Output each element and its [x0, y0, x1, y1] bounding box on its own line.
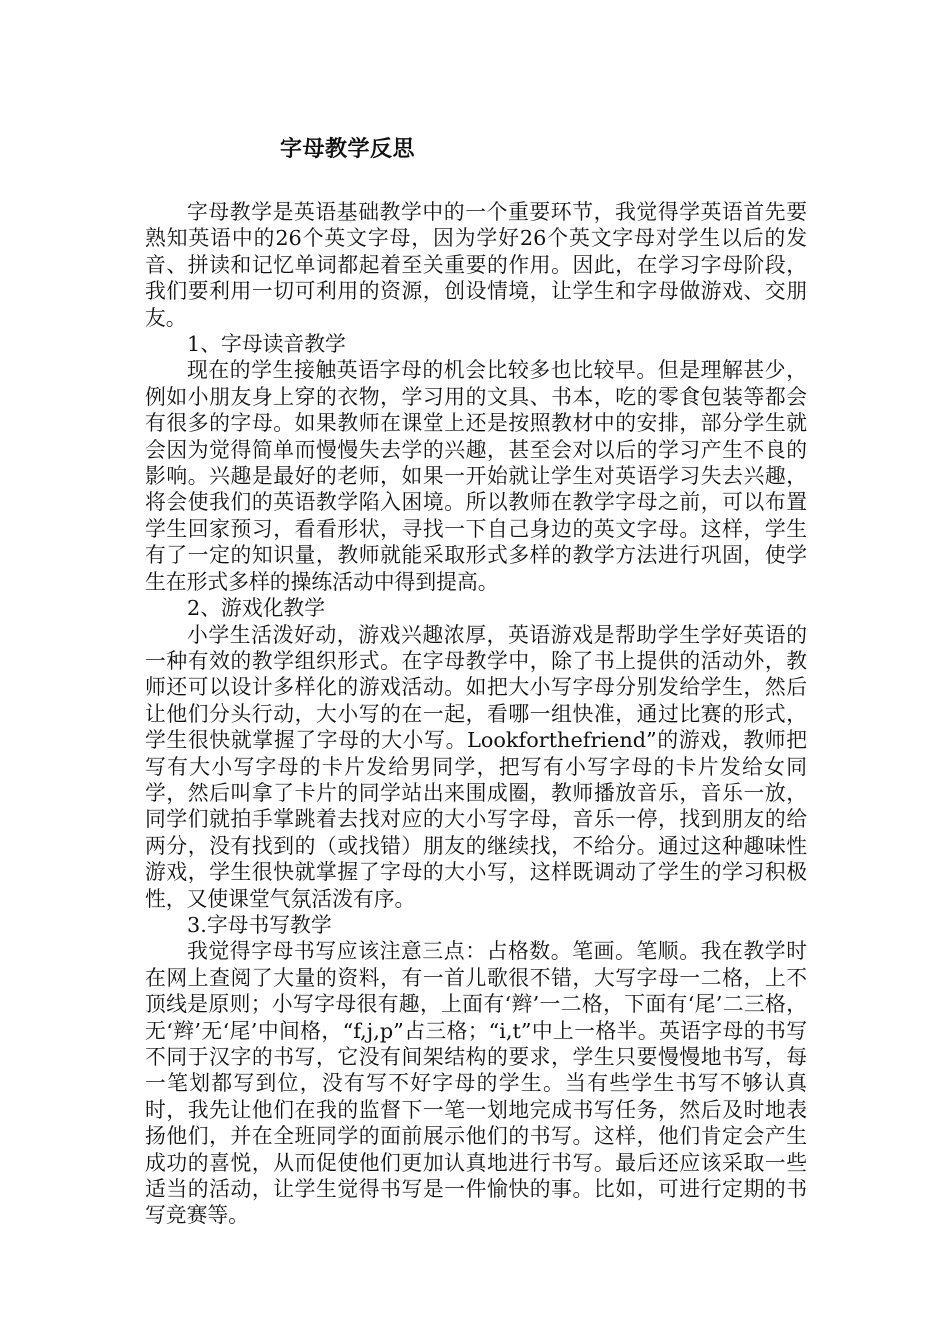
pronunciation-paragraph: 现在的学生接触英语字母的机会比较多也比较早。但是理解甚少，例如小朋友身上穿的衣物，学习用的文具、书本，吃的零食包装等都会有很多的字母。如果教师在课堂上还是按照教材中的安排，部分学生就会因为觉得简单而慢慢失去学的兴趣，甚至会对以后的学习产生不良的影响。兴趣是最好的老师，如果一开始就让学生对英语学习失去兴趣，将会使我们的英语教学陷入困境。所以教师在教学字母之前，可以布置学生回家预习，看看形状，寻找一下自己身边的英文字母。这样，学生有了一定的知识量，教师就能采取形式多样的教学方法进行巩固，使学生在形式多样的操练活动中得到提高。	[145, 358, 807, 594]
writing-paragraph: 我觉得字母书写应该注意三点：占格数。笔画。笔顺。我在教学时在网上查阅了大量的资料，有一首儿歌很不错，大写字母一二格，上不顶线是原则；小写字母很有趣，上面有‘辫’一二格，下面有‘尾’二三格，无‘辫’无‘尾’中间格，“f,j,p”占三格；“i,t”中上一格半。英语字母的书写不同于汉字的书写，它没有间架结构的要求，学生只要慢慢地书写，每一笔划都写到位，没有写不好字母的学生。当有些学生书写不够认真时，我先让他们在我的监督下一笔一划地完成书写任务，然后及时地表扬他们，并在全班同学的面前展示他们的书写。这样，他们肯定会产生成功的喜悦，从而促使他们更加认真地进行书写。最后还应该采取一些适当的活动，让学生觉得书写是一件愉快的事。比如，可进行定期的书写竞赛等。	[145, 939, 807, 1228]
intro-paragraph: 字母教学是英语基础教学中的一个重要环节，我觉得学英语首先要熟知英语中的26个英文字母，因为学好26个英文字母对学生以后的发音、拼读和记忆单词都起着至关重要的作用。因此，在学习字母阶段，我们要利用一切可利用的资源，创设情境，让学生和字母做游戏、交朋友。	[145, 200, 807, 330]
games-paragraph: 小学生活泼好动，游戏兴趣浓厚，英语游戏是帮助学生学好英语的一种有效的教学组织形式。在字母教学中，除了书上提供的活动外，教师还可以设计多样化的游戏活动。如把大小写字母分别发给学生，然后让他们分头行动，大小写的在一起，看哪一组快准，通过比赛的形式，学生很快就掌握了字母的大小写。Lookforthefriend”的游戏，教师把写有大小写字母的卡片发给男同学，把写有小写字母的卡片发给女同学，然后叫拿了卡片的同学站出来围成圈，教师播放音乐，音乐一放，同学们就拍手掌跳着去找对应的大小写字母，音乐一停，找到朋友的给两分，没有找到的（或找错）朋友的继续找，不给分。通过这种趣味性游戏，学生很快就掌握了字母的大小写，这样既调动了学生的学习积极性，又使课堂气氛活泼有序。	[145, 622, 807, 911]
document-body	[145, 199, 807, 1229]
document-title: 字母教学反思	[280, 137, 416, 162]
section-heading-writing: 3.字母书写教学	[187, 912, 332, 937]
section-heading-games: 2、游戏化教学	[187, 596, 326, 621]
section-heading-pronunciation: 1、字母读音教学	[187, 332, 346, 357]
